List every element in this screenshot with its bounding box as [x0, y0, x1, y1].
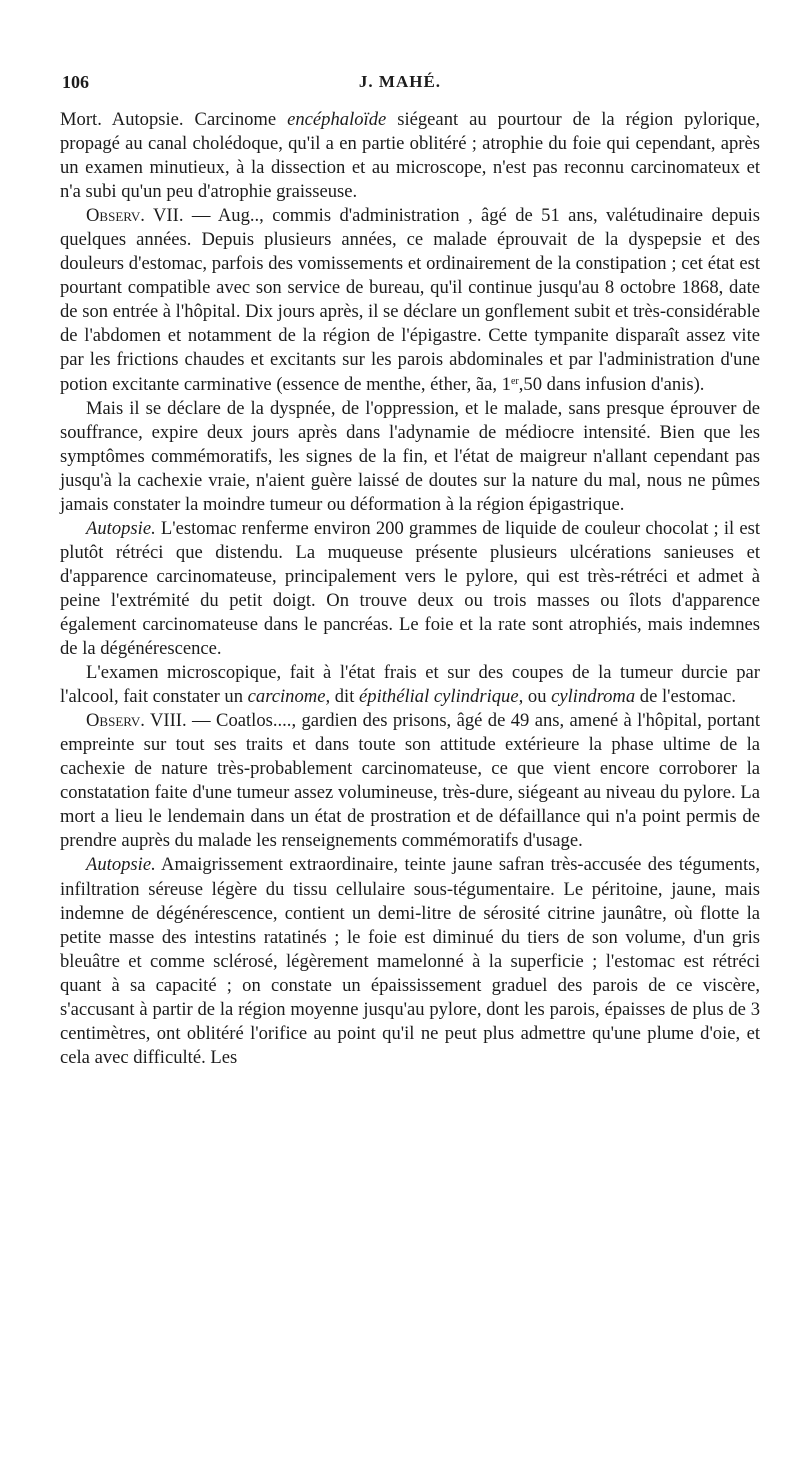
running-head: J. MAHÉ. — [358, 72, 442, 91]
page-header — [60, 72, 740, 102]
observation-vii: Observ. VII. — Aug.., commis d'administration , âgé de 51 ans, valétudinaire depuis quelques années. Depuis plusieurs années, ce malade éprouvait de la dyspepsie et des douleurs d'estomac, parfois des vomissements et ordinairement de la constipation ; cet état est pourtant compatible avec son service de bureau, qu'il continue jusqu'au 8 octobre 1868, date de son entrée à l'hôpital. Dix jours après, il se déclare un gonflement subit et très-considérable de l'abdomen et notamment de la région de l'épigastre. Cette tympanite disparaît assez vite par les frictions chaudes et excitants sur les parois abdominales et par l'administration d'une potion excitante carminative (essence de menthe, éther, ãa, 1er,50 dans infusion d'anis). — [60, 205, 760, 395]
observation-label: Observ. VIII. — [86, 710, 187, 732]
autopsy-label: Autopsie. — [86, 517, 156, 539]
observation-label: Observ. VII. — [86, 205, 184, 227]
emphasis: encéphaloïde — [287, 109, 387, 130]
paragraph-1: Mort. Autopsie. Carcinome encéphaloïde siégeant au pourtour de la région pylorique, propagé au canal cholédoque, qu'il a en partie oblitéré ; atrophie du foie qui cependant, après un examen minutieux, à la dissection et au microscope, n'est pas reconnu carcinomateux et n'a subi qu'un peu d'atrophie graisseuse. — [60, 109, 761, 203]
body-text — [60, 108, 760, 1070]
paragraph-3: Mais il se déclare de la dyspnée, de l'oppression, et le malade, sans presque éprouver de souffrance, expire deux jours après dans l'adynamie de médiocre intensité. Bien que les symptômes commémoratifs, les signes de la fin, et l'état de maigreur n'allant cependant pas jusqu'à la cachexie vraie, n'aient guère laissé de doutes sur la nature du mal, nous ne pûmes jamais constater la moindre tumeur ou déformation à la région épigastrique. — [60, 397, 760, 515]
autopsy-paragraph-2: Autopsie. Amaigrissement extraordinaire, teinte jaune safran très-accusée des téguments, infiltration séreuse légère du tissu cellulaire sous-tégumentaire. Le péritoine, jaune, mais indemne de dégénérescence, contient un demi-litre de sérosité citrine jaunâtre, où flotte la petite masse des intestins ratatinés ; le foie est diminué du tiers de son volume, d'un gris bleuâtre et comme sclérosé, légèrement mamelonné à la superficie ; l'estomac est rétréci quant à sa capacité ; on constate un épaississement graduel des parois de ce viscère, s'accusant à partir de la région moyenne jusqu'au pylore, dont les parois, épaisses de plus de 3 centimètres, ont oblitéré l'orifice au point qu'il ne peut plus admettre qu'une plume d'oie, et cela avec difficulté. Les — [60, 854, 760, 1068]
microscopy-paragraph: L'examen microscopique, fait à l'état frais et sur des coupes de la tumeur durcie par l'alcool, fait constater un carcinome, dit épithélial cylindrique, ou cylindroma de l'estomac. — [60, 662, 760, 708]
observation-viii: Observ. VIII. — Coatlos...., gardien des prisons, âgé de 49 ans, amené à l'hôpital, portant empreinte sur tout ses traits et dans toute son attitude extérieure la phase ultime de la cachexie de nature très-probablement carcinomateuse, ce que vient encore corroborer la constatation faite d'une tumeur assez volumineuse, très-dure, siégeant au niveau du pylore. La mort a lieu le lendemain dans un état de prostration et de défaillance qui n'a point permis de prendre auprès du malade les renseignements commémoratifs d'usage. — [60, 710, 760, 852]
autopsy-paragraph-1: Autopsie. L'estomac renferme environ 200 grammes de liquide de couleur chocolat ; il est plutôt rétréci que distendu. La muqueuse présente plusieurs ulcérations sanieuses et d'apparence carcinomateuse, principalement vers le pylore, qui est très-rétréci et admet à peine l'extrémité du petit doigt. On trouve deux ou trois masses ou îlots d'apparence également carcinomateuse dans le pancréas. Le foie et la rate sont atrophiés, mais indemnes de la dégénérescence. — [60, 517, 760, 660]
autopsy-label: Autopsie. — [86, 854, 156, 876]
page-number: 106 — [62, 72, 89, 92]
